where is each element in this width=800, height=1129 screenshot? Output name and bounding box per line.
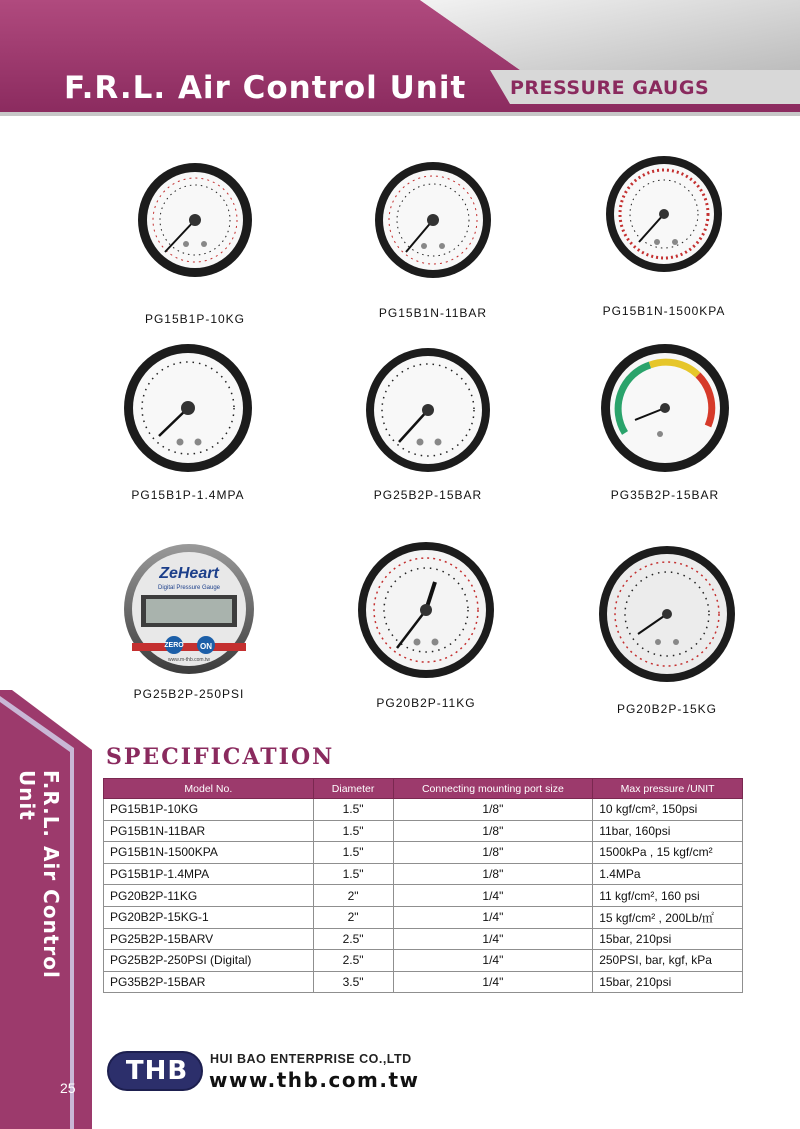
diameter-cell: 2.5" <box>313 950 393 972</box>
model-cell: PG20B2P-15KG-1 <box>104 906 314 928</box>
gauge-item <box>74 537 294 717</box>
diameter-cell: 1.5" <box>313 799 393 821</box>
table-row <box>104 906 743 928</box>
gauge-item <box>552 538 772 718</box>
gauge-image <box>592 538 742 688</box>
gauge-label: PG15B1N-1500KPA <box>602 304 726 318</box>
gauge-label: PG35B2P-15BAR <box>610 488 720 502</box>
gauge-label: PG15B1P-10KG <box>144 312 246 326</box>
table-row <box>104 842 743 864</box>
pressure-cell: 15bar, 210psi <box>593 928 743 950</box>
port-cell: 1/4" <box>393 971 593 993</box>
port-cell: 1/4" <box>393 928 593 950</box>
port-cell: 1/8" <box>393 863 593 885</box>
diameter-cell: 1.5" <box>313 863 393 885</box>
port-cell: 1/4" <box>393 885 593 907</box>
diameter-cell: 3.5" <box>313 971 393 993</box>
gauge-label: PG25B2P-15BAR <box>373 488 483 502</box>
side-title: F.R.L. Air Control Unit <box>15 770 63 979</box>
page-number: 25 <box>60 1080 76 1096</box>
port-cell: 1/8" <box>393 799 593 821</box>
pressure-cell: 1500kPa , 15 kgf/cm² <box>593 842 743 864</box>
gauge-label: PG15B1N-11BAR <box>378 306 488 320</box>
column-header: Max pressure /UNIT <box>593 779 743 799</box>
diameter-cell: 2" <box>313 885 393 907</box>
gauge-image <box>113 338 263 488</box>
model-cell: PG25B2P-250PSI (Digital) <box>104 950 314 972</box>
table-row <box>104 820 743 842</box>
table-row <box>104 950 743 972</box>
page-title: F.R.L. Air Control Unit <box>64 70 467 106</box>
gauge-image <box>351 534 501 684</box>
pressure-cell: 15bar, 210psi <box>593 971 743 993</box>
digital-gauge-brand: ZeHeart <box>159 565 219 582</box>
pressure-cell: 11bar, 160psi <box>593 820 743 842</box>
digital-gauge-site: www.m-thb.com.tw <box>168 657 210 663</box>
gauge-item <box>80 162 300 342</box>
pressure-cell: 1.4MPa <box>593 863 743 885</box>
gauge-image <box>589 154 739 304</box>
diameter-cell: 1.5" <box>313 842 393 864</box>
model-cell: PG15B1N-1500KPA <box>104 842 314 864</box>
specification-table <box>103 778 743 993</box>
table-row <box>104 971 743 993</box>
model-cell: PG15B1P-10KG <box>104 799 314 821</box>
logo-text: THB <box>125 1056 189 1086</box>
table-row <box>104 885 743 907</box>
digital-gauge-caption: Digital Pressure Gauge <box>157 585 221 591</box>
column-header: Model No. <box>104 779 314 799</box>
section-subtitle: PRESSURE GAUGS <box>510 77 710 99</box>
gauge-item <box>550 338 770 518</box>
digital-gauge-zero-button: ZERO <box>164 642 184 649</box>
diameter-cell: 2.5" <box>313 928 393 950</box>
port-cell: 1/4" <box>393 950 593 972</box>
table-row <box>104 799 743 821</box>
gauge-item <box>549 154 769 334</box>
column-header: Diameter <box>313 779 393 799</box>
company-name: HUI BAO ENTERPRISE CO.,LTD <box>210 1052 412 1066</box>
gauge-label: PG25B2P-250PSI <box>133 687 245 701</box>
diameter-cell: 1.5" <box>313 820 393 842</box>
port-cell: 1/8" <box>393 820 593 842</box>
gauge-image <box>358 160 508 310</box>
model-cell: PG15B1P-1.4MPA <box>104 863 314 885</box>
model-cell: PG25B2P-15BARV <box>104 928 314 950</box>
diameter-cell: 2" <box>313 906 393 928</box>
pressure-cell: 250PSI, bar, kgf, kPa <box>593 950 743 972</box>
port-cell: 1/4" <box>393 906 593 928</box>
gauge-item <box>73 338 293 518</box>
gauge-label: PG20B2P-11KG <box>376 696 476 710</box>
gauge-item <box>313 338 533 518</box>
website-link[interactable]: www.thb.com.tw <box>209 1068 420 1092</box>
pressure-cell: 10 kgf/cm², 150psi <box>593 799 743 821</box>
port-cell: 1/8" <box>393 842 593 864</box>
model-cell: PG15B1N-11BAR <box>104 820 314 842</box>
gauge-item <box>311 534 531 714</box>
column-header: Connecting mounting port size <box>393 779 593 799</box>
gauge-image <box>590 338 740 488</box>
gauge-image <box>120 162 270 312</box>
company-logo <box>107 1051 203 1091</box>
model-cell: PG20B2P-11KG <box>104 885 314 907</box>
table-header-row <box>104 779 743 799</box>
digital-gauge-on-button: ON <box>200 642 212 651</box>
gauge-image <box>353 338 503 488</box>
specification-title: SPECIFICATION <box>106 744 335 770</box>
pressure-cell: 11 kgf/cm², 160 psi <box>593 885 743 907</box>
model-cell: PG35B2P-15BAR <box>104 971 314 993</box>
gauge-item <box>318 160 538 340</box>
gauge-image <box>114 537 264 687</box>
pressure-cell: 15 kgf/cm² , 200Lb/㎡ <box>593 906 743 928</box>
table-row <box>104 928 743 950</box>
gauge-label: PG15B1P-1.4MPA <box>131 488 245 502</box>
gauge-label: PG20B2P-15KG <box>616 702 718 716</box>
table-row <box>104 863 743 885</box>
